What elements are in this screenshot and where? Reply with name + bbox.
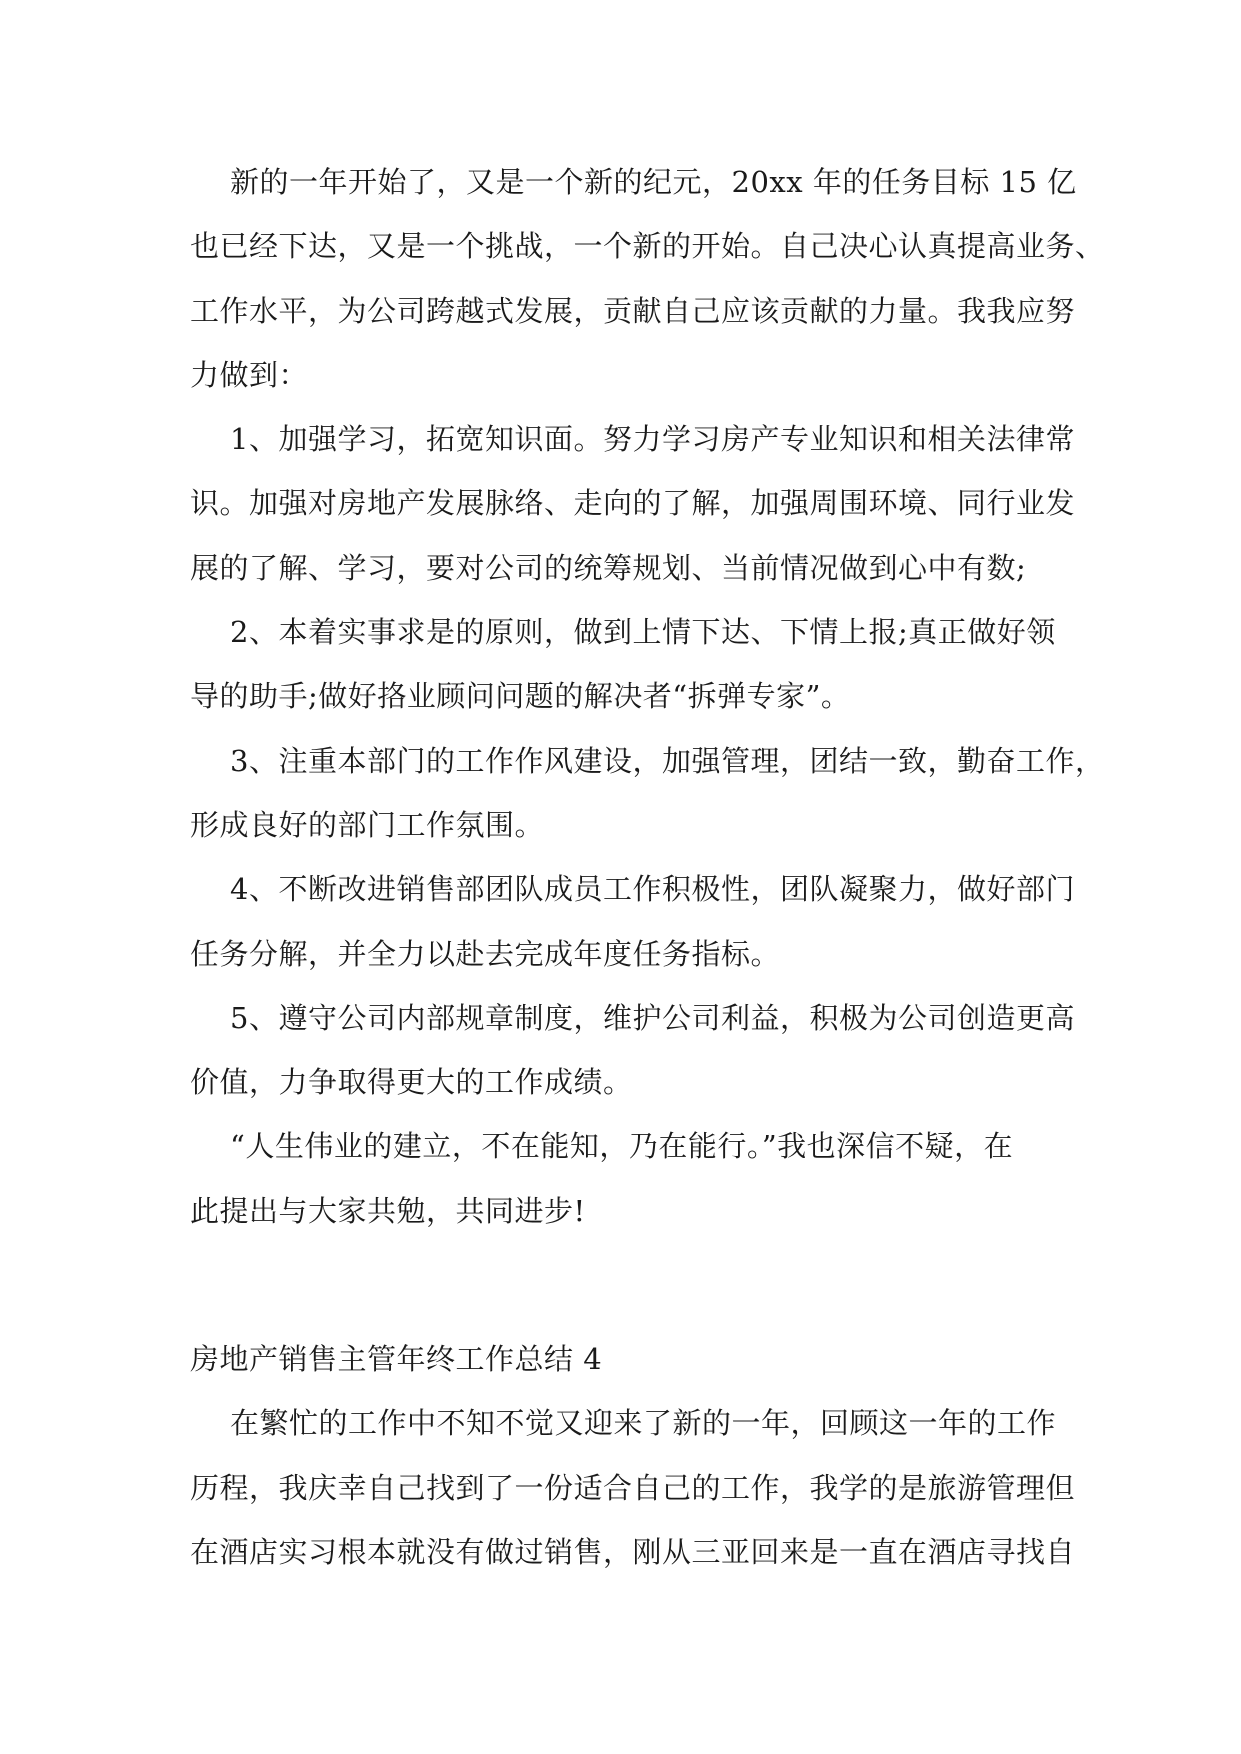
list-item-line: 4、不断改进销售部团队成员工作积极性，团队凝聚力，做好部门 [230, 872, 1075, 907]
paragraph-line: 也已经下达，又是一个挑战，一个新的开始。自己决心认真提高业务、 [190, 229, 1105, 264]
list-item-line: 形成良好的部门工作氛围。 [190, 807, 545, 842]
section-heading: 房地产销售主管年终工作总结 4 [190, 1342, 603, 1377]
paragraph-line: 力做到： [190, 357, 309, 392]
document-page [190, 150, 1105, 1584]
list-item-line: 3、注重本部门的工作作风建设，加强管理，团结一致，勤奋工作， [230, 743, 1105, 778]
list-item-line: 导的助手;做好挌业顾问问题的解决者“拆弹专家”。 [190, 679, 851, 714]
quote-line: “人生伟业的建立，不在能知，乃在能行。”我也深信不疑，在 [230, 1129, 1014, 1164]
list-item-line: 任务分解，并全力以赴去完成年度任务指标。 [190, 936, 781, 971]
list-item-line: 1、加强学习，拓宽知识面。努力学习房产专业知识和相关法律常 [230, 422, 1075, 457]
paragraph-line: 在酒店实习根本就没有做过销售，刚从三亚回来是一直在酒店寻找自 [190, 1534, 1076, 1569]
paragraph-line: 新的一年开始了，又是一个新的纪元，20xx 年的任务目标 15 亿 [230, 165, 1077, 199]
paragraph-line: 在繁忙的工作中不知不觉又迎来了新的一年，回顾这一年的工作 [230, 1406, 1057, 1441]
list-item-line: 识。加强对房地产发展脉络、走向的了解，加强周围环境、同行业发 [190, 486, 1076, 521]
list-item-line: 5、遵守公司内部规章制度，维护公司利益，积极为公司创造更高 [230, 1000, 1075, 1035]
paragraph-line: 工作水平，为公司跨越式发展，贡献自己应该贡献的力量。我我应努 [190, 293, 1076, 328]
paragraph-line: 历程，我庆幸自己找到了一份适合自己的工作，我学的是旅游管理但 [190, 1470, 1076, 1505]
list-item-line: 2、本着实事求是的原则，做到上情下达、下情上报;真正做好领 [230, 615, 1056, 650]
quote-line: 此提出与大家共勉，共同进步! [190, 1193, 586, 1228]
list-item-line: 展的了解、学习，要对公司的统筹规划、当前情况做到心中有数; [190, 550, 1027, 585]
list-item-line: 价值，力争取得更大的工作成绩。 [190, 1065, 633, 1100]
section-spacer [190, 1243, 1070, 1327]
